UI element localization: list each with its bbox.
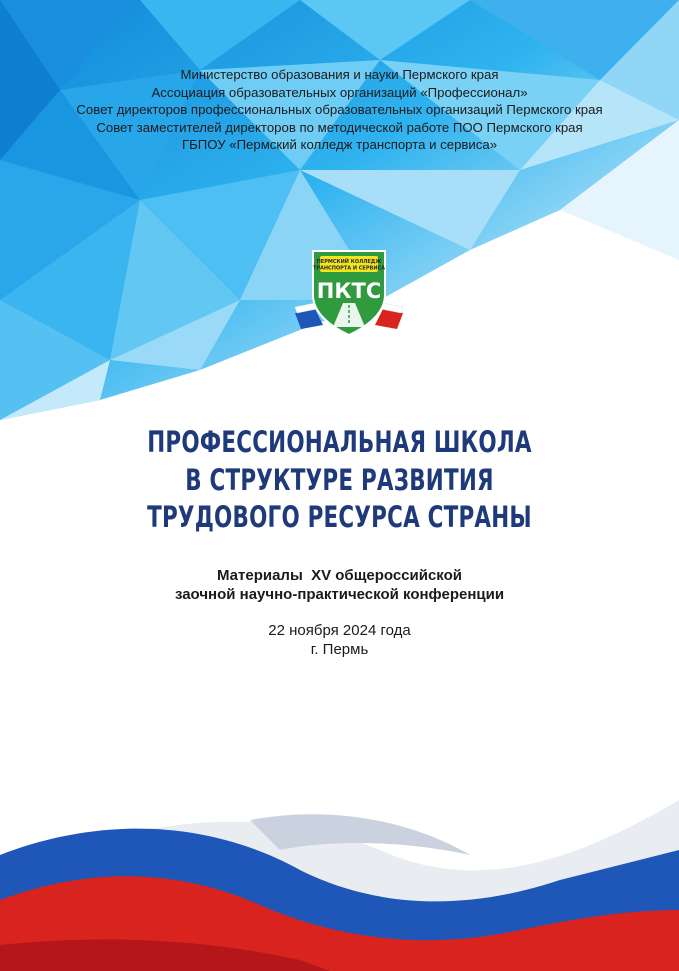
conference-date: 22 ноября 2024 года [268,622,411,639]
organization-line: Совет директоров профессиональных образовательных организаций Пермского края [76,102,603,117]
title-line: ТРУДОВОГО РЕСУРСА СТРАНЫ [147,500,532,534]
date-place-block [0,622,679,659]
conference-title [0,424,679,537]
organization-line: Министерство образования и науки Пермского края [180,67,499,82]
subtitle-line: Материалы XV общероссийской [216,567,462,584]
organizations-list [0,66,679,154]
logo-ribbon-text: ПЕРМСКИЙ КОЛЛЕДЖ [316,259,382,265]
conference-subtitle [0,567,679,604]
logo-abbreviation: ПКТС [316,279,382,303]
title-line: В СТРУКТУРЕ РАЗВИТИЯ [185,462,494,497]
flag-wave-decoration [0,760,679,971]
organization-line: Совет заместителей директоров по методической работе ПОО Пермского края [96,119,583,135]
college-logo [293,247,405,337]
logo-ribbon-text: ТРАНСПОРТА И СЕРВИСА [312,265,386,272]
organization-line: ГБПОУ «Пермский колледж транспорта и сервиса» [181,137,498,152]
conference-city: г. Пермь [310,640,369,658]
subtitle-line: заочной научно-практической конференции [174,585,505,603]
organization-line: Ассоциация образовательных организаций «Профессионал» [151,84,528,100]
title-line: ПРОФЕССИОНАЛЬНАЯ ШКОЛА [147,425,532,459]
